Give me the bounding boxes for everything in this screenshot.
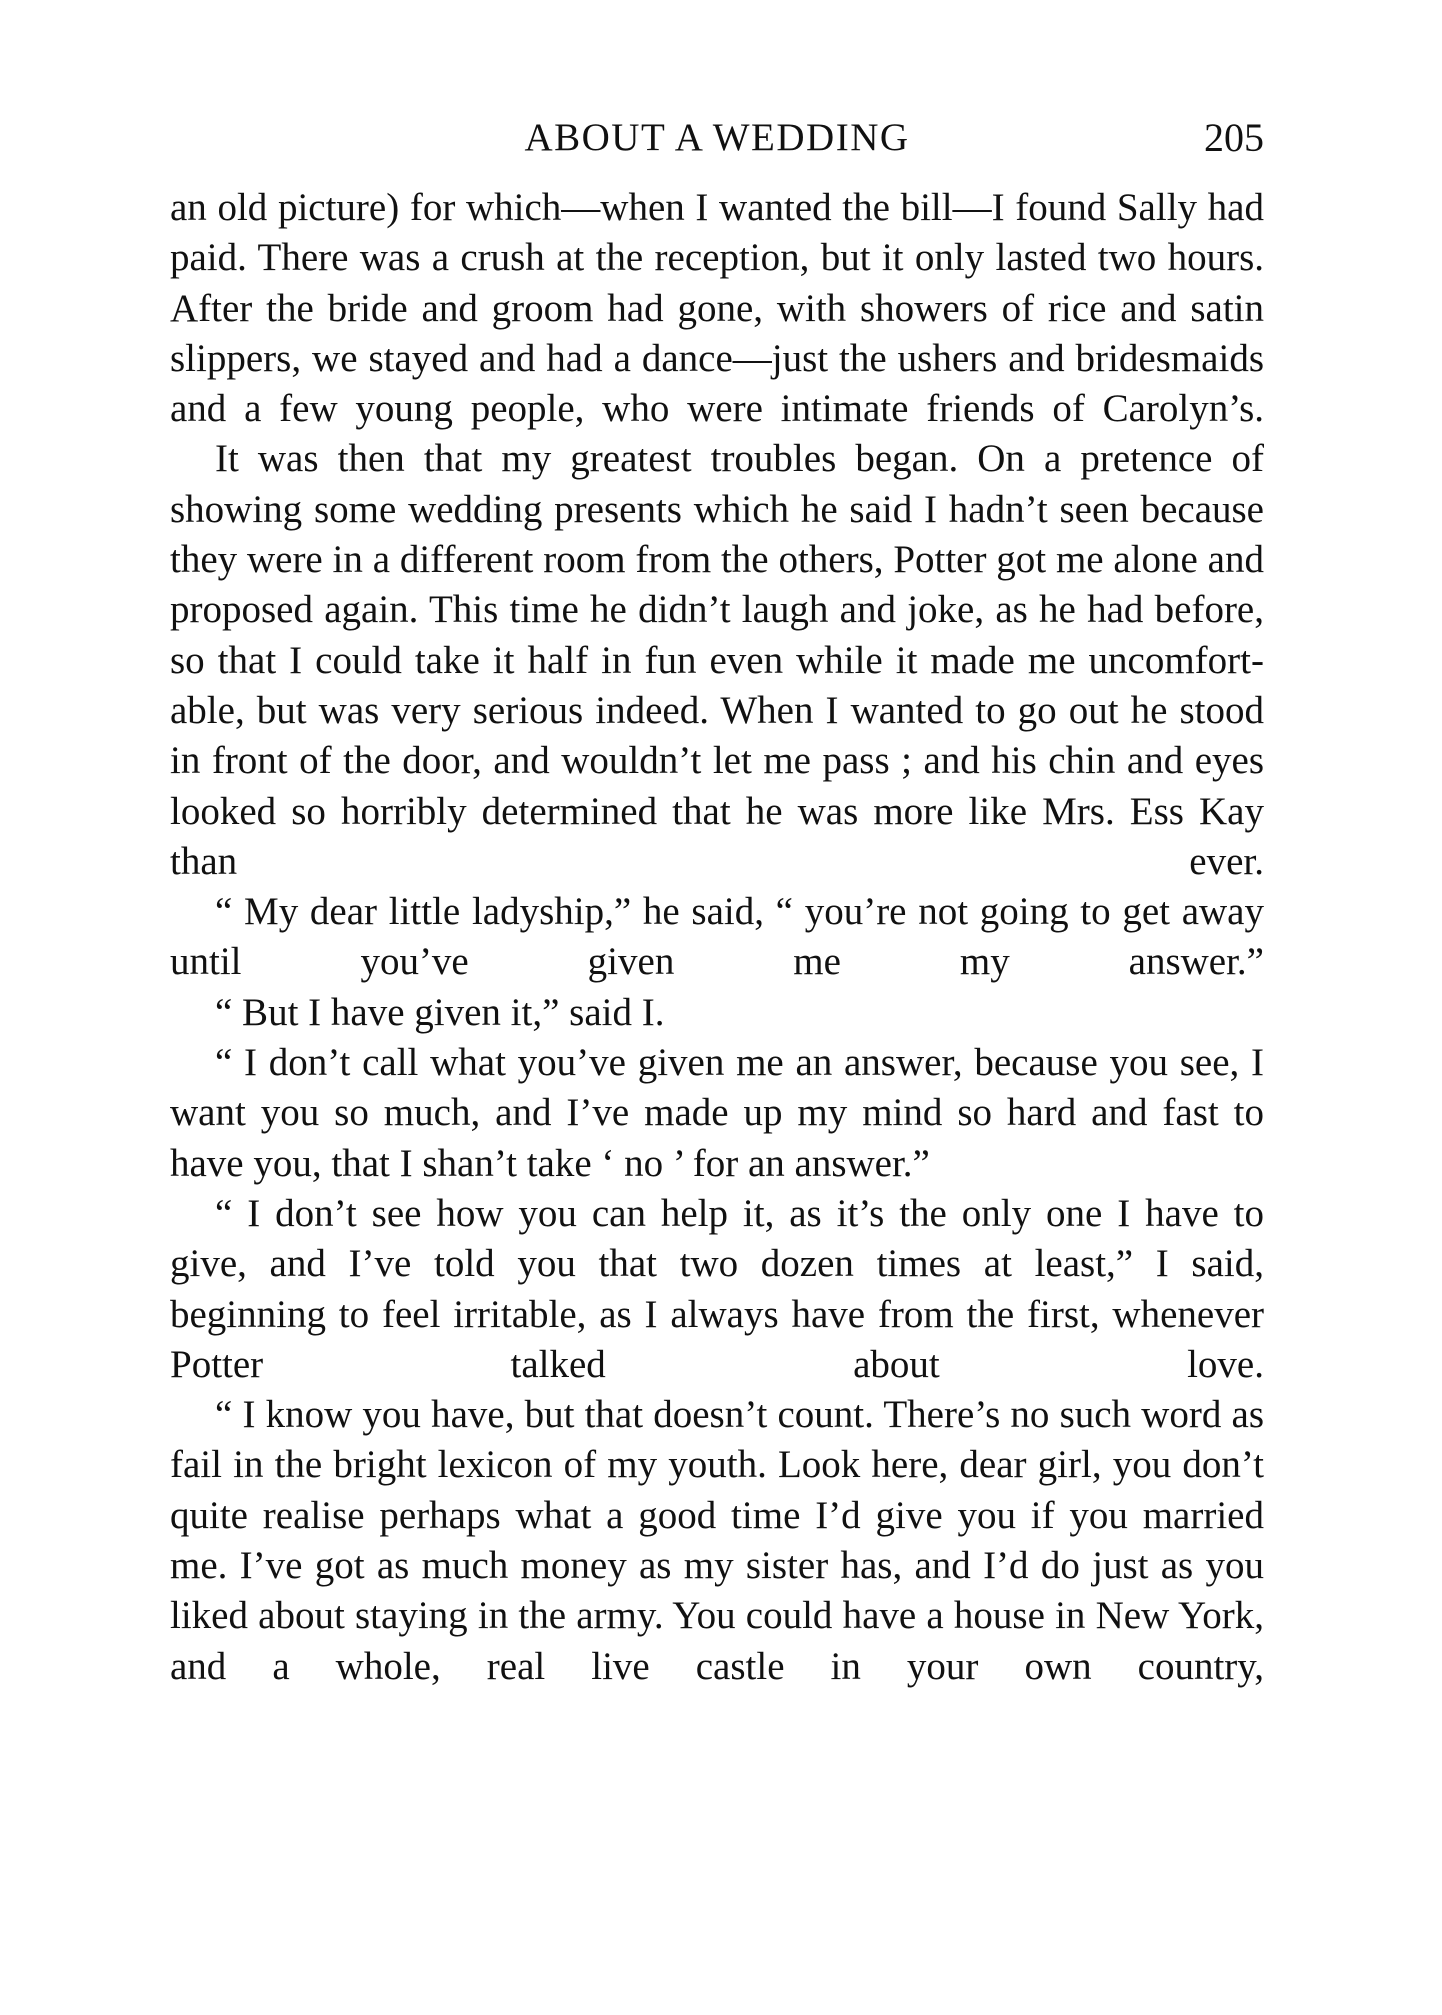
body-text	[170, 183, 1264, 1692]
paragraph: “ But I have given it,” said I.	[215, 990, 665, 1034]
page-number: 205	[1204, 115, 1264, 160]
paragraph-continued: an old picture) for which—when I wanted the bill—I found Sally had paid. There was a crush at the reception, but it only lasted two hours. After the bride and groom had gone, with showers of rice and satin slippers, we stayed and had a dance—just the ushers and bridesmaids and a few young people, who were intimate friends of Carolyn’s.	[170, 186, 1264, 431]
paragraph: “ I know you have, but that doesn’t count. There’s no such word as fail in the bright lexicon of my youth. Look here, dear girl, you don’t quite realise perhaps what a good time I’d give you if you married me. I’ve got as much money as my sister has, and I’d do just as you liked about staying in the army. You could have a house in New York, and a whole, real live castle in your own country,	[170, 1393, 1264, 1688]
paragraph: “ I don’t see how you can help it, as it’s the only one I have to give, and I’ve told you that two dozen times at least,” I said, beginning to feel irritable, as I always have from the first, whenever Potter talked about love.	[170, 1191, 1264, 1386]
paragraph: It was then that my greatest troubles began. On a pretence of showing some wedding presents which he said I hadn’t seen because they were in a different room from the others, Potter got me alone and proposed again. This time he didn’t laugh and joke, as he had before, so that I could take it half in fun even while it made me uncomfortable, but was very serious indeed. When I wanted to go out he stood in front of the door, and wouldn’t let me pass ; and his chin and eyes looked so horribly determined that he was more like Mrs. Ess Kay than ever.	[170, 437, 1264, 883]
running-title: ABOUT A WEDDING	[524, 116, 910, 159]
paragraph: “ I don’t call what you’ve given me an answer, because you see, I want you so much, and I’ve made up my mind so hard and fast to have you, that I shan’t take ‘ no ’ for an answer.”	[170, 1041, 1264, 1185]
paragraph: “ My dear little ladyship,” he said, “ you’re not going to get away until you’ve given me my answer.”	[170, 890, 1264, 984]
running-head	[170, 112, 1264, 172]
